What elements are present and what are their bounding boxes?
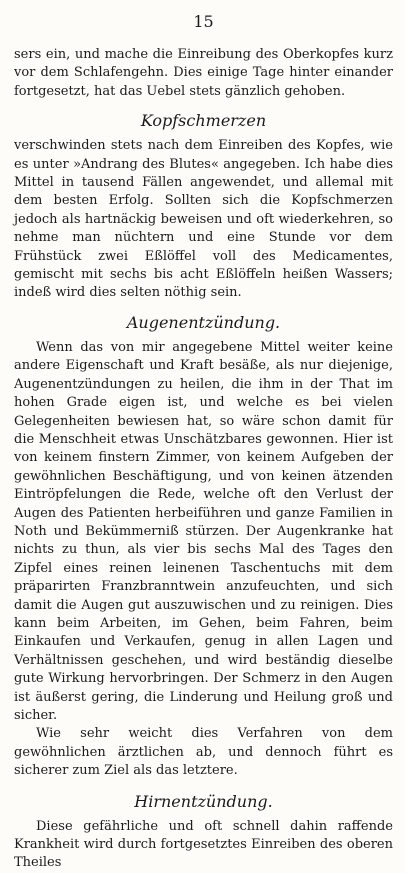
paragraph-continuation: sers ein, und mache die Einreibung des Oberkopfes kurz vor dem Schlafengehn. Dies einige Tage hinter einander fortgesetzt, hat das Uebel stets gänzlich gehoben. [14,47,393,99]
section-heading-hirnentzuendung: Hirnentzündung. [134,791,273,811]
paragraph-kopfschmerzen: verschwinden stets nach dem Einreiben des Kopfes, wie es unter »Andrang des Blutes« angegeben. Ich habe dies Mittel in tausend Fällen angewendet, und allemal mit dem besten Erfolg. Sollten sich die Kopfschmerzen jedoch als hartnäckig beweisen und oft wiederkehren, so nehme man nüchtern und eine Stunde vor dem Frühstück zwei Eßlöffel voll des Medicamentes, gemischt mit sechs bis acht Eßlöffeln heißen Wassers; indeß wird dies selten nöthig sein. [14,138,393,301]
paragraph-augenentzuendung: Wenn das von mir angegebene Mittel weiter keine andere Eigenschaft und Kraft besäße, als nur diejenige, Augenentzündungen zu heilen, die ihm in der That im hohen Grade eigen ist, und welche es bei vielen Gelegenheiten bewiesen hat, so wäre schon damit für die Menschheit etwas Unschätzbares gewonnen. Hier ist von keinem finstern Zimmer, von keinem Aufgeben der gewöhnlichen Beschäftigung, und von keinen ätzenden Eintröpfelungen die Rede, welche oft den Verlust der Augen des Patienten herbeiführen und ganze Familien in Noth und Bekümmerniß stürzen. Der Augenkranke hat nichts zu thun, als vier bis sechs Mal des Tages den Zipfel eines reinen leinenen Taschentuchs mit dem präparirten Franzbranntwein anzufeuchten, und sich damit die Augen gut auszuwischen und zu reinigen. Dies kann beim Arbeiten, im Gehen, beim Fahren, beim Einkaufen und Verkaufen, genug in allen Lagen und Verhältnissen geschehen, und wird beständig dieselbe gute Wirkung hervorbringen. Der Schmerz in den Augen ist äußerst gering, die Linderung und Heilung groß und sicher. [14,339,393,723]
section-heading-kopfschmerzen: Kopfschmerzen [140,111,267,131]
page-number: 15 [193,12,214,31]
paragraph-hirnentzuendung: Diese gefährliche und oft schnell dahin raffende Krankheit wird durch fortgesetztes Einreiben des oberen Theiles [14,818,393,871]
paragraph-verfahren: Wie sehr weicht dies Verfahren von dem gewöhnlichen ärztlichen ab, und dennoch führt es sicherer zum Ziel als das letztere. [14,726,393,779]
section-heading-augenentzuendung: Augenentzündung. [126,312,281,332]
